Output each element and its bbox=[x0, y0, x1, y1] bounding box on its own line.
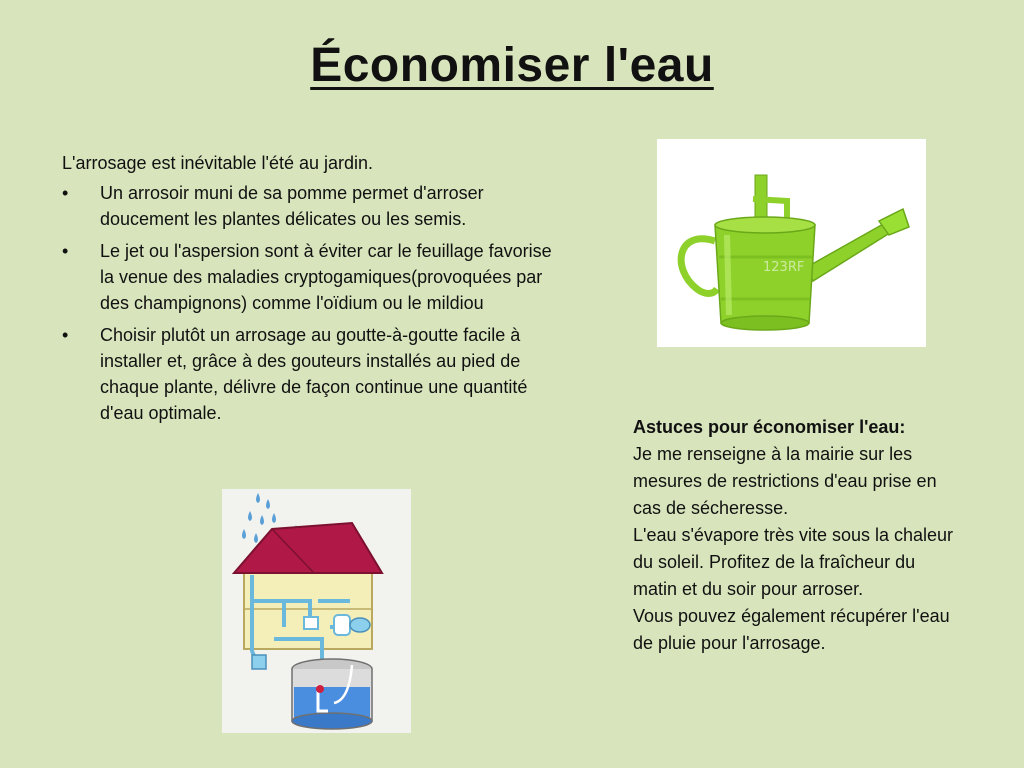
bullet-text: Un arrosoir muni de sa pomme permet d'arroser doucement les plantes délicates ou les semis. bbox=[100, 183, 484, 229]
watering-can-image bbox=[657, 139, 926, 347]
watermark-text: 123RF bbox=[763, 260, 805, 275]
intro-text: L'arrosage est inévitable l'été au jardin. bbox=[62, 153, 374, 173]
list-item bbox=[62, 180, 562, 232]
bullet-text: Le jet ou l'aspersion sont à éviter car le feuillage favorise la venue des maladies cryptogamiques(provoquées par des champignons) comme l'oïdium ou le mildiou bbox=[100, 241, 552, 313]
slide-title-container bbox=[0, 38, 1024, 93]
bullet-list bbox=[62, 180, 562, 426]
bullet-icon: • bbox=[62, 183, 69, 203]
list-item bbox=[62, 322, 562, 426]
tips-line: L'eau s'évapore très vite sous la chaleur du soleil. Profitez de la fraîcheur du matin et du soir pour arroser. bbox=[633, 525, 954, 599]
watering-can-icon bbox=[657, 139, 926, 347]
rainwater-house-icon bbox=[222, 489, 411, 733]
tips-heading: Astuces pour économiser l'eau: bbox=[633, 417, 906, 437]
bullet-icon: • bbox=[62, 325, 69, 345]
bullet-text: Choisir plutôt un arrosage au goutte-à-goutte facile à installer et, grâce à des gouteurs installés au pied de chaque plante, délivre de façon continue une quantité d'eau optimale. bbox=[100, 325, 528, 423]
tips-line: Vous pouvez également récupérer l'eau de pluie pour l'arrosage. bbox=[633, 606, 950, 653]
left-text-block bbox=[62, 150, 562, 432]
rainwater-house-image bbox=[222, 489, 411, 733]
tips-line: Je me renseigne à la mairie sur les mesures de restrictions d'eau prise en cas de sécheresse. bbox=[633, 444, 937, 518]
tips-block bbox=[633, 414, 963, 657]
list-item bbox=[62, 238, 562, 316]
slide-title: Économiser l'eau bbox=[310, 39, 714, 92]
bullet-icon: • bbox=[62, 241, 69, 261]
